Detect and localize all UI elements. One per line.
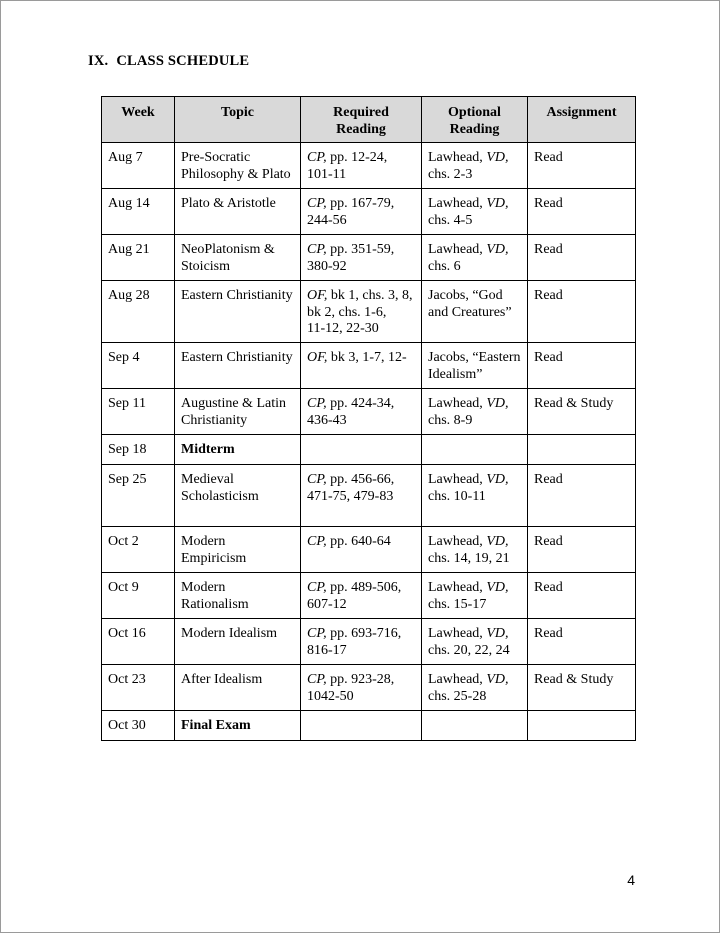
source-abbreviation: VD,: [486, 626, 509, 641]
topic-line: Modern: [181, 534, 226, 549]
topic-line: Pre-Socratic: [181, 150, 251, 165]
required-reading-line: [307, 150, 415, 167]
cell-week: Oct 2: [102, 527, 175, 573]
cell-required-reading: [301, 281, 422, 343]
header-week: Week: [102, 97, 175, 143]
reading-text: Jacobs, “Eastern: [428, 350, 521, 365]
required-reading-line: [307, 350, 415, 367]
header-required-reading: Required Reading: [301, 97, 422, 143]
required-reading-line: [307, 396, 415, 413]
section-title: CLASS SCHEDULE: [116, 53, 250, 69]
cell-week: Sep 25: [102, 465, 175, 527]
cell-week: Aug 21: [102, 235, 175, 281]
reading-text: chs. 20, 22, 24: [428, 642, 510, 658]
cell-optional-reading: [422, 389, 528, 435]
table-row: [102, 573, 636, 619]
source-abbreviation: CP,: [307, 150, 327, 165]
source-abbreviation: VD,: [486, 396, 509, 411]
reading-text: Lawhead,: [428, 534, 487, 549]
cell-assignment: [528, 711, 636, 741]
page-range: pp. 693-716,: [326, 626, 402, 641]
topic-line: Final Exam: [181, 718, 251, 733]
cell-topic: [175, 343, 301, 389]
cell-assignment: Read: [528, 343, 636, 389]
cell-optional-reading: [422, 619, 528, 665]
optional-reading-line: [428, 689, 521, 706]
page-range: bk 2, chs. 1-6,: [307, 304, 387, 320]
topic-line: Modern Idealism: [181, 626, 278, 641]
source-abbreviation: VD,: [486, 534, 509, 549]
cell-optional-reading: [422, 189, 528, 235]
optional-reading-line: [428, 167, 521, 184]
table-row: [102, 389, 636, 435]
cell-week: Sep 18: [102, 435, 175, 465]
source-abbreviation: VD,: [486, 150, 509, 165]
table-body: [102, 143, 636, 741]
page-range: 436-43: [307, 412, 347, 428]
optional-reading-line: [428, 150, 521, 167]
cell-week: Sep 4: [102, 343, 175, 389]
optional-reading-line: [428, 196, 521, 213]
table-row: [102, 527, 636, 573]
table-row: [102, 465, 636, 527]
topic-line: Eastern Christianity: [181, 288, 293, 303]
reading-text: chs. 10-11: [428, 488, 486, 504]
page-range: pp. 489-506,: [326, 580, 402, 595]
table-row: [102, 343, 636, 389]
cell-topic: [175, 665, 301, 711]
header-assignment: Assignment: [528, 97, 636, 143]
optional-reading-line: [428, 259, 521, 276]
required-reading-line: [307, 643, 415, 660]
cell-required-reading: [301, 343, 422, 389]
page-range: pp. 923-28,: [326, 672, 395, 687]
reading-text: Lawhead,: [428, 580, 487, 595]
topic-line: Scholasticism: [181, 488, 259, 504]
topic-line: Empiricism: [181, 550, 247, 566]
section-heading: [88, 53, 249, 70]
cell-topic: [175, 189, 301, 235]
required-reading-line: [307, 305, 415, 322]
page-range: 380-92: [307, 258, 347, 274]
topic-line: After Idealism: [181, 672, 263, 687]
optional-reading-line: [428, 242, 521, 259]
source-abbreviation: CP,: [307, 534, 327, 549]
required-reading-line: [307, 472, 415, 489]
cell-optional-reading: [422, 143, 528, 189]
cell-optional-reading: [422, 435, 528, 465]
page-number: 4: [627, 872, 635, 888]
optional-reading-line: [428, 396, 521, 413]
section-number: IX.: [88, 53, 109, 69]
class-schedule-table: [101, 96, 636, 741]
topic-line: Augustine & Latin: [181, 396, 286, 411]
table-row: [102, 235, 636, 281]
source-abbreviation: VD,: [486, 672, 509, 687]
cell-assignment: [528, 435, 636, 465]
table-row: [102, 143, 636, 189]
optional-reading-line: [428, 472, 521, 489]
page-range: pp. 640-64: [326, 534, 391, 549]
reading-text: Lawhead,: [428, 472, 487, 487]
cell-optional-reading: [422, 465, 528, 527]
required-reading-line: [307, 242, 415, 259]
optional-reading-line: [428, 643, 521, 660]
optional-reading-line: [428, 213, 521, 230]
required-reading-line: [307, 672, 415, 689]
topic-line: Stoicism: [181, 258, 231, 274]
cell-assignment: Read: [528, 465, 636, 527]
required-reading-line: [307, 626, 415, 643]
cell-week: Oct 23: [102, 665, 175, 711]
header-topic: Topic: [175, 97, 301, 143]
source-abbreviation: OF,: [307, 350, 328, 365]
cell-assignment: Read: [528, 573, 636, 619]
required-reading-line: [307, 489, 415, 506]
table-row: [102, 711, 636, 741]
page-range: pp. 456-66,: [326, 472, 395, 487]
optional-reading-line: [428, 534, 521, 551]
required-reading-line: [307, 580, 415, 597]
cell-required-reading: [301, 235, 422, 281]
topic-line: Midterm: [181, 442, 235, 457]
page-range: 11-12, 22-30: [307, 321, 379, 336]
cell-assignment: Read: [528, 527, 636, 573]
source-abbreviation: CP,: [307, 396, 327, 411]
cell-optional-reading: [422, 665, 528, 711]
source-abbreviation: CP,: [307, 580, 327, 595]
source-abbreviation: VD,: [486, 472, 509, 487]
cell-assignment: Read: [528, 281, 636, 343]
reading-text: and Creatures”: [428, 304, 512, 320]
cell-required-reading: [301, 619, 422, 665]
topic-line: Medieval: [181, 472, 234, 487]
table-row: [102, 665, 636, 711]
cell-topic: [175, 527, 301, 573]
table-row: [102, 619, 636, 665]
required-reading-line: [307, 321, 415, 338]
topic-line: Christianity: [181, 412, 248, 428]
cell-topic: [175, 711, 301, 741]
optional-reading-line: [428, 350, 521, 367]
page-range: 1042-50: [307, 688, 354, 704]
cell-required-reading: [301, 389, 422, 435]
reading-text: Lawhead,: [428, 242, 487, 257]
cell-week: Aug 7: [102, 143, 175, 189]
reading-text: chs. 8-9: [428, 412, 473, 428]
required-reading-line: [307, 689, 415, 706]
cell-topic: [175, 619, 301, 665]
required-reading-line: [307, 196, 415, 213]
page-range: pp. 167-79,: [326, 196, 395, 211]
cell-optional-reading: [422, 711, 528, 741]
topic-line: Modern: [181, 580, 226, 595]
topic-line: NeoPlatonism &: [181, 242, 275, 257]
cell-required-reading: [301, 711, 422, 741]
page-range: 101-11: [307, 166, 347, 182]
table-row: [102, 281, 636, 343]
cell-optional-reading: [422, 281, 528, 343]
cell-topic: [175, 235, 301, 281]
reading-text: chs. 14, 19, 21: [428, 550, 510, 566]
page-range: 816-17: [307, 642, 347, 658]
source-abbreviation: CP,: [307, 672, 327, 687]
cell-topic: [175, 435, 301, 465]
reading-text: chs. 15-17: [428, 596, 487, 612]
optional-reading-line: [428, 551, 521, 568]
reading-text: Lawhead,: [428, 196, 487, 211]
optional-reading-line: [428, 580, 521, 597]
reading-text: chs. 25-28: [428, 688, 487, 704]
reading-text: Lawhead,: [428, 150, 487, 165]
page-range: 607-12: [307, 596, 347, 612]
cell-topic: [175, 143, 301, 189]
cell-required-reading: [301, 665, 422, 711]
table-header-row: [102, 97, 636, 143]
optional-reading-line: [428, 489, 521, 506]
reading-text: Jacobs, “God: [428, 288, 503, 303]
page-range: bk 1, chs. 3, 8,: [327, 288, 413, 303]
cell-required-reading: [301, 465, 422, 527]
optional-reading-line: [428, 597, 521, 614]
cell-required-reading: [301, 189, 422, 235]
cell-week: Aug 28: [102, 281, 175, 343]
reading-text: Lawhead,: [428, 672, 487, 687]
page-range: 244-56: [307, 212, 347, 228]
table-row: [102, 435, 636, 465]
topic-line: Eastern Christianity: [181, 350, 293, 365]
page-range: pp. 424-34,: [326, 396, 395, 411]
table-row: [102, 189, 636, 235]
topic-line: Rationalism: [181, 596, 249, 612]
cell-assignment: Read & Study: [528, 389, 636, 435]
page-range: 471-75, 479-83: [307, 488, 394, 504]
source-abbreviation: CP,: [307, 626, 327, 641]
page-range: pp. 12-24,: [326, 150, 388, 165]
cell-week: Oct 9: [102, 573, 175, 619]
cell-week: Sep 11: [102, 389, 175, 435]
optional-reading-line: [428, 626, 521, 643]
cell-topic: [175, 573, 301, 619]
optional-reading-line: [428, 367, 521, 384]
cell-assignment: Read: [528, 235, 636, 281]
page-range: bk 3, 1-7, 12-: [327, 350, 407, 365]
cell-required-reading: [301, 573, 422, 619]
cell-week: Oct 30: [102, 711, 175, 741]
cell-required-reading: [301, 527, 422, 573]
required-reading-line: [307, 597, 415, 614]
cell-assignment: Read: [528, 189, 636, 235]
required-reading-line: [307, 288, 415, 305]
topic-line: Plato & Aristotle: [181, 196, 276, 211]
cell-optional-reading: [422, 573, 528, 619]
header-optional-reading: Optional Reading: [422, 97, 528, 143]
reading-text: chs. 4-5: [428, 212, 473, 228]
cell-required-reading: [301, 435, 422, 465]
cell-optional-reading: [422, 527, 528, 573]
reading-text: Lawhead,: [428, 396, 487, 411]
cell-assignment: Read: [528, 619, 636, 665]
source-abbreviation: CP,: [307, 196, 327, 211]
cell-week: Aug 14: [102, 189, 175, 235]
source-abbreviation: VD,: [486, 242, 509, 257]
source-abbreviation: VD,: [486, 580, 509, 595]
required-reading-line: [307, 213, 415, 230]
reading-text: chs. 2-3: [428, 166, 473, 182]
required-reading-line: [307, 534, 415, 551]
optional-reading-line: [428, 672, 521, 689]
cell-topic: [175, 281, 301, 343]
cell-assignment: Read: [528, 143, 636, 189]
required-reading-line: [307, 413, 415, 430]
cell-optional-reading: [422, 343, 528, 389]
source-abbreviation: CP,: [307, 472, 327, 487]
source-abbreviation: VD,: [486, 196, 509, 211]
reading-text: Idealism”: [428, 366, 483, 382]
topic-line: Philosophy & Plato: [181, 166, 291, 182]
source-abbreviation: CP,: [307, 242, 327, 257]
page-range: pp. 351-59,: [326, 242, 395, 257]
source-abbreviation: OF,: [307, 288, 328, 303]
cell-required-reading: [301, 143, 422, 189]
cell-optional-reading: [422, 235, 528, 281]
optional-reading-line: [428, 305, 521, 322]
required-reading-line: [307, 259, 415, 276]
optional-reading-line: [428, 288, 521, 305]
reading-text: Lawhead,: [428, 626, 487, 641]
cell-topic: [175, 389, 301, 435]
required-reading-line: [307, 167, 415, 184]
cell-assignment: Read & Study: [528, 665, 636, 711]
optional-reading-line: [428, 413, 521, 430]
cell-week: Oct 16: [102, 619, 175, 665]
reading-text: chs. 6: [428, 258, 461, 274]
cell-topic: [175, 465, 301, 527]
